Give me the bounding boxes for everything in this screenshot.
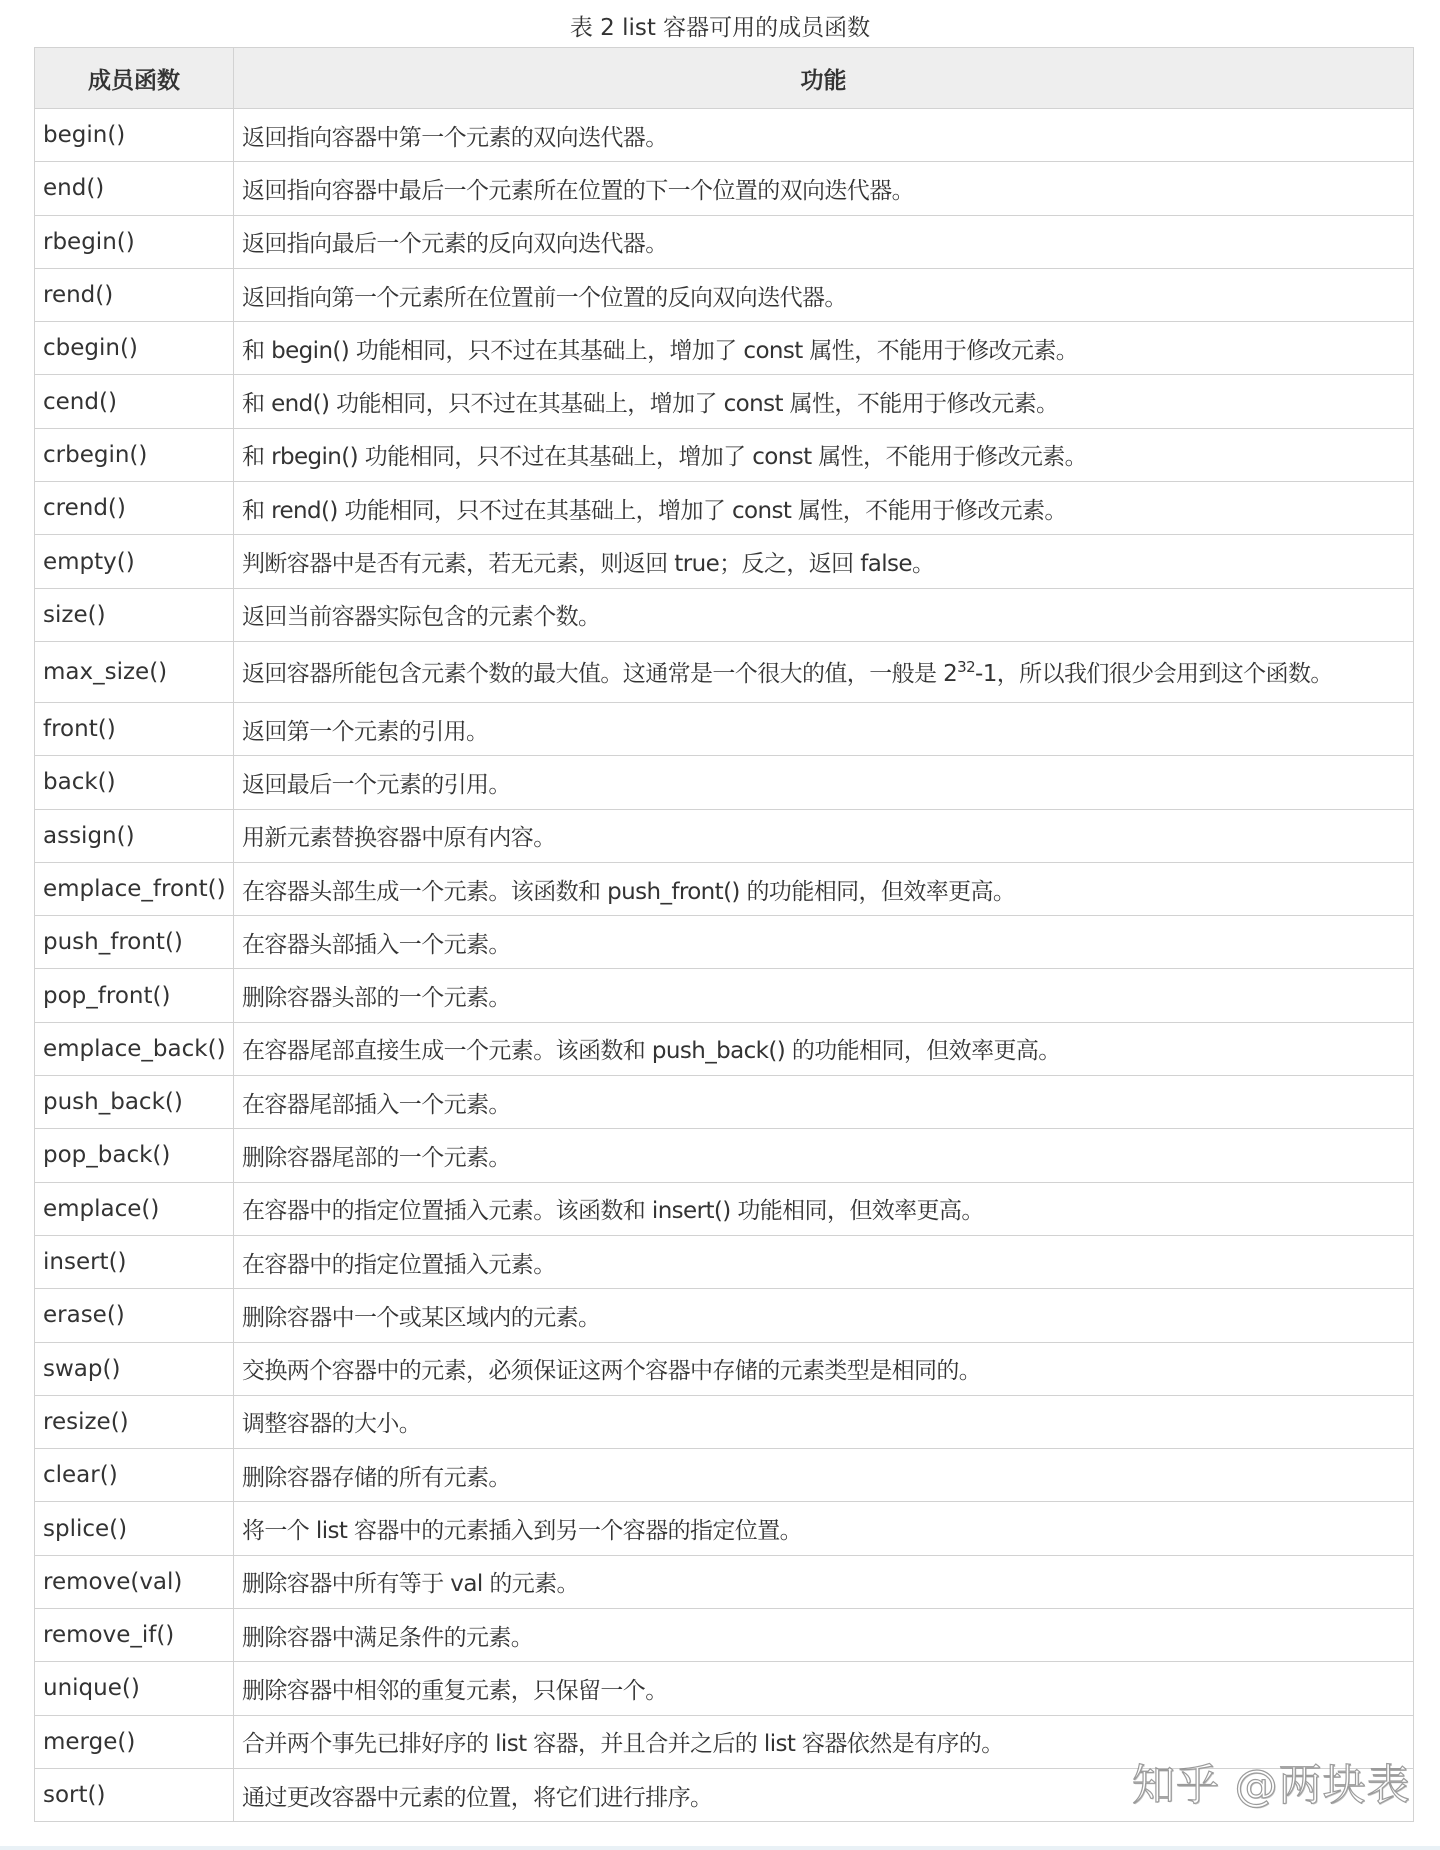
- cell-description: 在容器尾部插入一个元素。: [234, 1076, 1414, 1129]
- cell-function-name: emplace(): [35, 1182, 234, 1235]
- description-text: 返回容器所能包含元素个数的最大值。这通常是一个很大的值，一般是 2: [242, 661, 958, 688]
- table-row: [35, 1502, 1414, 1555]
- cell-description: 返回指向容器中最后一个元素所在位置的下一个位置的双向迭代器。: [234, 162, 1414, 215]
- table-row: [35, 1289, 1414, 1342]
- cell-function-name: empty(): [35, 535, 234, 588]
- cell-description: 返回指向最后一个元素的反向双向迭代器。: [234, 215, 1414, 268]
- cell-description: 在容器尾部直接生成一个元素。该函数和 push_back() 的功能相同，但效率更高。: [234, 1022, 1414, 1075]
- cell-function-name: cbegin(): [35, 322, 234, 375]
- cell-function-name: pop_front(): [35, 969, 234, 1022]
- table-row: [35, 1609, 1414, 1662]
- table-caption: 表 2 list 容器可用的成员函数: [569, 15, 871, 41]
- cell-description: 删除容器存储的所有元素。: [234, 1449, 1414, 1502]
- table-row: [35, 215, 1414, 268]
- cell-description: 通过更改容器中元素的位置，将它们进行排序。: [234, 1768, 1414, 1821]
- table-row: [35, 1555, 1414, 1608]
- cell-function-name: emplace_back(): [35, 1022, 234, 1075]
- cell-function-name: insert(): [35, 1235, 234, 1288]
- table-row: [35, 862, 1414, 915]
- cell-function-name: swap(): [35, 1342, 234, 1395]
- cell-function-name: remove_if(): [35, 1609, 234, 1662]
- table-row: [35, 1449, 1414, 1502]
- table-row: [35, 375, 1414, 428]
- cell-function-name: rbegin(): [35, 215, 234, 268]
- cell-function-name: merge(): [35, 1715, 234, 1768]
- table-row: [35, 482, 1414, 535]
- cell-description: 和 rend() 功能相同，只不过在其基础上，增加了 const 属性，不能用于修改元素。: [234, 482, 1414, 535]
- cell-function-name: max_size(): [35, 641, 234, 702]
- cell-function-name: rend(): [35, 268, 234, 321]
- cell-function-name: assign(): [35, 809, 234, 862]
- cell-function-name: end(): [35, 162, 234, 215]
- cell-description: 返回指向容器中第一个元素的双向迭代器。: [234, 109, 1414, 162]
- cell-function-name: clear(): [35, 1449, 234, 1502]
- cell-description: 交换两个容器中的元素，必须保证这两个容器中存储的元素类型是相同的。: [234, 1342, 1414, 1395]
- header-function-description: 功能: [234, 48, 1414, 109]
- cell-description: 删除容器中相邻的重复元素，只保留一个。: [234, 1662, 1414, 1715]
- cell-description: 判断容器中是否有元素，若无元素，则返回 true；反之，返回 false。: [234, 535, 1414, 588]
- cell-function-name: push_back(): [35, 1076, 234, 1129]
- cell-description: 和 begin() 功能相同，只不过在其基础上，增加了 const 属性，不能用于修改元素。: [234, 322, 1414, 375]
- cell-function-name: begin(): [35, 109, 234, 162]
- table-row: [35, 969, 1414, 1022]
- table-row: [35, 756, 1414, 809]
- cell-description: 删除容器中一个或某区域内的元素。: [234, 1289, 1414, 1342]
- cell-function-name: emplace_front(): [35, 862, 234, 915]
- table-row: [35, 702, 1414, 755]
- table-row: [35, 641, 1414, 702]
- cell-description: 返回指向第一个元素所在位置前一个位置的反向双向迭代器。: [234, 268, 1414, 321]
- cell-function-name: front(): [35, 702, 234, 755]
- cell-description: 将一个 list 容器中的元素插入到另一个容器的指定位置。: [234, 1502, 1414, 1555]
- member-functions-table: [34, 47, 1414, 1822]
- cell-description: 合并两个事先已排好序的 list 容器，并且合并之后的 list 容器依然是有序的。: [234, 1715, 1414, 1768]
- table-row: [35, 1342, 1414, 1395]
- table-row: [35, 1662, 1414, 1715]
- cell-description: 删除容器尾部的一个元素。: [234, 1129, 1414, 1182]
- cell-description: 删除容器中满足条件的元素。: [234, 1609, 1414, 1662]
- cell-function-name: splice(): [35, 1502, 234, 1555]
- table-row: [35, 588, 1414, 641]
- table-row: [35, 916, 1414, 969]
- description-text: -1，所以我们很少会用到这个函数。: [975, 661, 1333, 688]
- cell-description: 返回最后一个元素的引用。: [234, 756, 1414, 809]
- cell-function-name: crbegin(): [35, 428, 234, 481]
- table-row: [35, 322, 1414, 375]
- table-row: [35, 1076, 1414, 1129]
- cell-description: 和 end() 功能相同，只不过在其基础上，增加了 const 属性，不能用于修改元素。: [234, 375, 1414, 428]
- table-row: [35, 1022, 1414, 1075]
- table-row: [35, 535, 1414, 588]
- page-bottom-edge: [0, 1846, 1440, 1850]
- cell-function-name: unique(): [35, 1662, 234, 1715]
- cell-function-name: size(): [35, 588, 234, 641]
- cell-description: 在容器中的指定位置插入元素。: [234, 1235, 1414, 1288]
- table-row: [35, 1395, 1414, 1448]
- cell-function-name: cend(): [35, 375, 234, 428]
- cell-description: 用新元素替换容器中原有内容。: [234, 809, 1414, 862]
- table-row: [35, 162, 1414, 215]
- cell-function-name: sort(): [35, 1768, 234, 1821]
- cell-function-name: erase(): [35, 1289, 234, 1342]
- table-row: [35, 809, 1414, 862]
- table-row: [35, 1182, 1414, 1235]
- exponent: 32: [957, 658, 976, 677]
- table-header-row: [35, 48, 1414, 109]
- cell-description: 返回当前容器实际包含的元素个数。: [234, 588, 1414, 641]
- cell-description: 调整容器的大小。: [234, 1395, 1414, 1448]
- cell-description: 在容器中的指定位置插入元素。该函数和 insert() 功能相同，但效率更高。: [234, 1182, 1414, 1235]
- cell-description: 删除容器中所有等于 val 的元素。: [234, 1555, 1414, 1608]
- cell-function-name: crend(): [35, 482, 234, 535]
- cell-description: 在容器头部插入一个元素。: [234, 916, 1414, 969]
- table-row: [35, 428, 1414, 481]
- table-row: [35, 268, 1414, 321]
- watermark: 知乎 @两块表: [1132, 1761, 1411, 1811]
- cell-description: 返回第一个元素的引用。: [234, 702, 1414, 755]
- header-member-function: 成员函数: [35, 48, 234, 109]
- table-row: [35, 109, 1414, 162]
- cell-function-name: back(): [35, 756, 234, 809]
- cell-function-name: push_front(): [35, 916, 234, 969]
- table-row: [35, 1235, 1414, 1288]
- cell-description: [234, 641, 1414, 702]
- cell-description: 在容器头部生成一个元素。该函数和 push_front() 的功能相同，但效率更高。: [234, 862, 1414, 915]
- cell-function-name: remove(val): [35, 1555, 234, 1608]
- cell-description: 和 rbegin() 功能相同，只不过在其基础上，增加了 const 属性，不能用于修改元素。: [234, 428, 1414, 481]
- table-row: [35, 1129, 1414, 1182]
- cell-function-name: resize(): [35, 1395, 234, 1448]
- cell-function-name: pop_back(): [35, 1129, 234, 1182]
- cell-description: 删除容器头部的一个元素。: [234, 969, 1414, 1022]
